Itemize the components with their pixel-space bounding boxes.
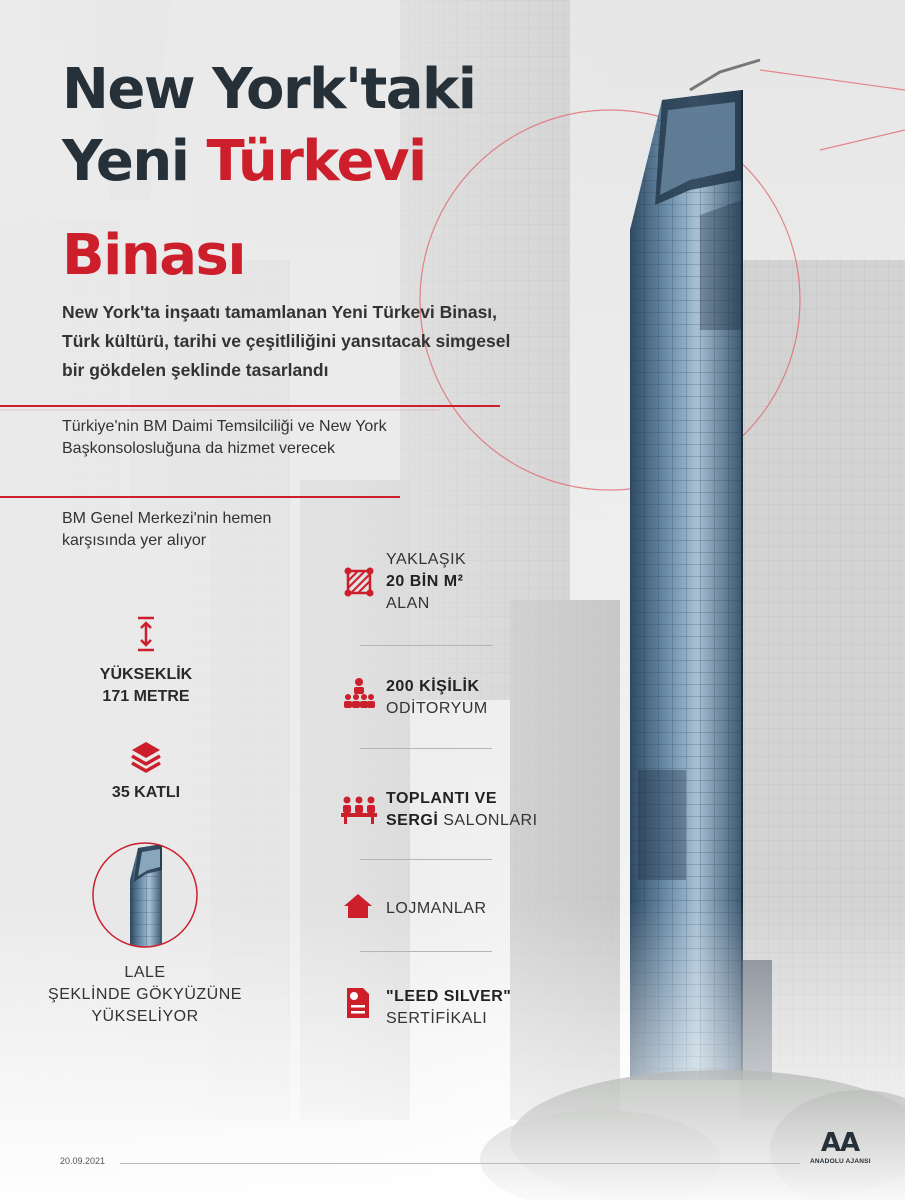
divider-line	[0, 405, 500, 407]
housing-feature: LOJMANLAR	[386, 900, 487, 917]
title-line-2	[62, 128, 426, 196]
certificate-icon	[345, 986, 371, 1020]
agency-name: ANADOLU AJANSI	[810, 1158, 871, 1165]
auditorium-feature	[386, 676, 488, 720]
area-feature	[386, 549, 466, 615]
leed-label: SERTİFİKALI	[386, 1010, 488, 1027]
fact-un-mission: Türkiye'nin BM Daimi Temsilciliği ve New York Başkonsolosluğuna da hizmet verecek	[62, 418, 387, 457]
tulip-caption-line-1: LALE	[124, 964, 166, 981]
meeting-icon	[341, 795, 377, 825]
height-label: YÜKSEKLİK	[99, 666, 193, 683]
intro-text: New York'ta inşaatı tamamlanan Yeni Türkevi Binası, Türk kültürü, tarihi ve çeşitliliğini yansıtacak simgesel bir gökdelen şeklinde tasarlandı	[62, 302, 511, 380]
house-icon	[343, 893, 373, 919]
feature-separator	[360, 951, 492, 952]
tulip-shape-thumbnail	[90, 840, 200, 950]
auditorium-capacity: 200 KİŞİLİK	[386, 678, 480, 695]
height-stat	[66, 664, 226, 708]
height-arrows-icon	[136, 616, 156, 652]
divider-line	[0, 496, 400, 498]
footer-line	[120, 1163, 800, 1164]
floors-stat: 35 KATLI	[111, 784, 181, 801]
date-label: 20.09.2021	[60, 1156, 106, 1166]
title-line-2-plain: Yeni	[62, 129, 207, 194]
auditorium-label: ODİTORYUM	[386, 700, 488, 717]
leed-title: "LEED SILVER"	[386, 988, 512, 1005]
title-line-1: New York'taki	[62, 57, 476, 122]
tulip-caption-line-3: YÜKSELİYOR	[91, 1008, 199, 1025]
meeting-line-2-bold: SERGİ	[386, 812, 439, 829]
layers-icon	[130, 740, 162, 774]
fact-un-location: BM Genel Merkezi'nin hemen karşısında yer alıyor	[62, 510, 272, 549]
height-value: 171 METRE	[102, 688, 190, 705]
title-line-3: Binası	[62, 223, 246, 288]
area-square-icon	[343, 566, 375, 598]
aa-logo	[810, 1128, 870, 1165]
title-line-2-red: Türkevi	[206, 129, 426, 194]
leed-feature	[386, 986, 511, 1030]
meeting-feature	[386, 788, 538, 832]
area-line-1: YAKLAŞIK	[386, 551, 467, 568]
feature-separator	[360, 859, 492, 860]
area-line-3: ALAN	[386, 595, 430, 612]
feature-separator	[360, 748, 492, 749]
aa-logo-mark: AA	[820, 1128, 860, 1158]
auditorium-icon	[342, 677, 376, 711]
tulip-caption	[30, 962, 260, 1028]
meeting-line-1: TOPLANTI VE	[386, 790, 497, 807]
tulip-caption-line-2: ŞEKLİNDE GÖKYÜZÜNE	[48, 986, 242, 1003]
feature-separator	[360, 645, 492, 646]
meeting-line-2-rest: SALONLARI	[438, 812, 538, 829]
area-line-2: 20 BİN M²	[386, 573, 464, 590]
